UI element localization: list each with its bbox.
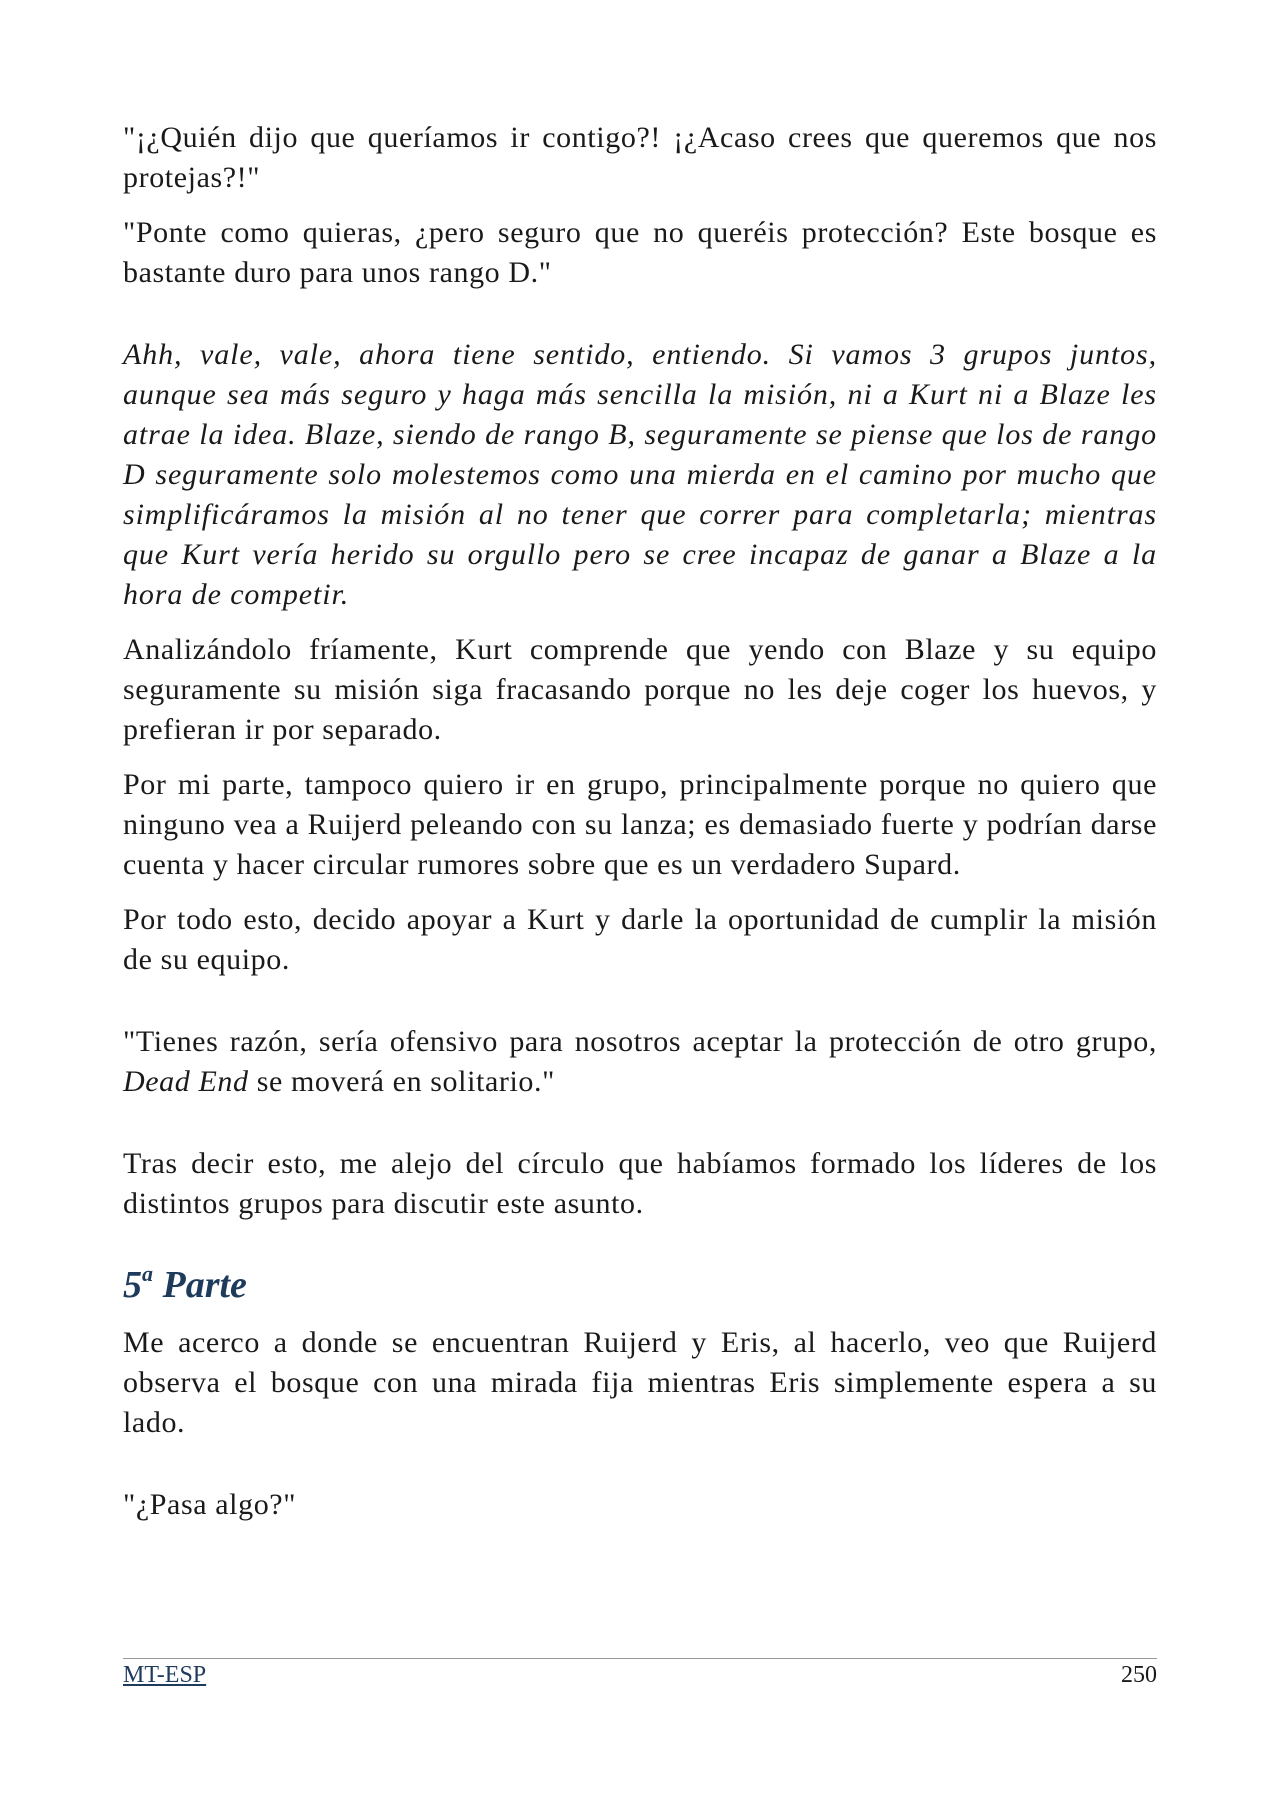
heading-number: 5 — [123, 1264, 142, 1306]
paragraph-7 — [123, 1022, 1157, 1102]
page-number: 250 — [1121, 1662, 1157, 1688]
document-page — [123, 0, 1157, 1811]
paragraph-1: "¡¿Quién dijo que queríamos ir contigo?! ¡¿Acaso crees que queremos que nos protejas?!" — [123, 121, 1157, 194]
footer-divider — [123, 1658, 1157, 1659]
paragraph-3-italic-thoughts: Ahh, vale, vale, ahora tiene sentido, entiendo. Si vamos 3 grupos juntos, aunque sea más seguro y haga más sencilla la misión, ni a Kurt ni a Blaze les atrae la idea. Blaze, siendo de rango B, seguramente se piense que los de rango D seguramente solo molestemos como una mierda en el camino por mucho que simplificáramos la misión al no tener que correr para completarla; mientras que Kurt vería herido su orgullo pero se cree incapaz de ganar a Blaze a la hora de competir. — [123, 338, 1157, 611]
footer-site-link[interactable]: MT-ESP — [123, 1662, 207, 1688]
paragraph-6: Por todo esto, decido apoyar a Kurt y darle la oportunidad de cumplir la misión de su equipo. — [123, 903, 1157, 976]
paragraph-8: Tras decir esto, me alejo del círculo que habíamos formado los líderes de los distintos grupos para discutir este asunto. — [123, 1147, 1157, 1220]
paragraph-10: "¿Pasa algo?" — [123, 1488, 297, 1521]
heading-text: Parte — [153, 1264, 247, 1306]
section-heading — [123, 1262, 1157, 1308]
paragraph-7-end: se moverá en solitario." — [248, 1065, 555, 1098]
paragraph-9: Me acerco a donde se encuentran Ruijerd y Eris, al hacerlo, veo que Ruijerd observa el bosque con una mirada fija mientras Eris simplemente espera a su lado. — [123, 1326, 1157, 1439]
paragraph-4: Analizándolo fríamente, Kurt comprende que yendo con Blaze y su equipo seguramente su misión siga fracasando porque no les deje coger los huevos, y prefieran ir por separado. — [123, 633, 1157, 746]
page-content — [123, 118, 1157, 1525]
paragraph-5: Por mi parte, tampoco quiero ir en grupo, principalmente porque no quiero que ninguno vea a Ruijerd peleando con su lanza; es demasiado fuerte y podrían darse cuenta y hacer circular rumores sobre que es un verdadero Supard. — [123, 768, 1157, 881]
group-name-dead-end: Dead End — [123, 1065, 249, 1098]
paragraph-7-start: "Tienes razón, sería ofensivo para nosotros aceptar la protección de otro grupo, — [123, 1025, 1157, 1058]
paragraph-2: "Ponte como quieras, ¿pero seguro que no queréis protección? Este bosque es bastante duro para unos rango D." — [123, 216, 1157, 289]
heading-superscript: a — [142, 1261, 153, 1287]
